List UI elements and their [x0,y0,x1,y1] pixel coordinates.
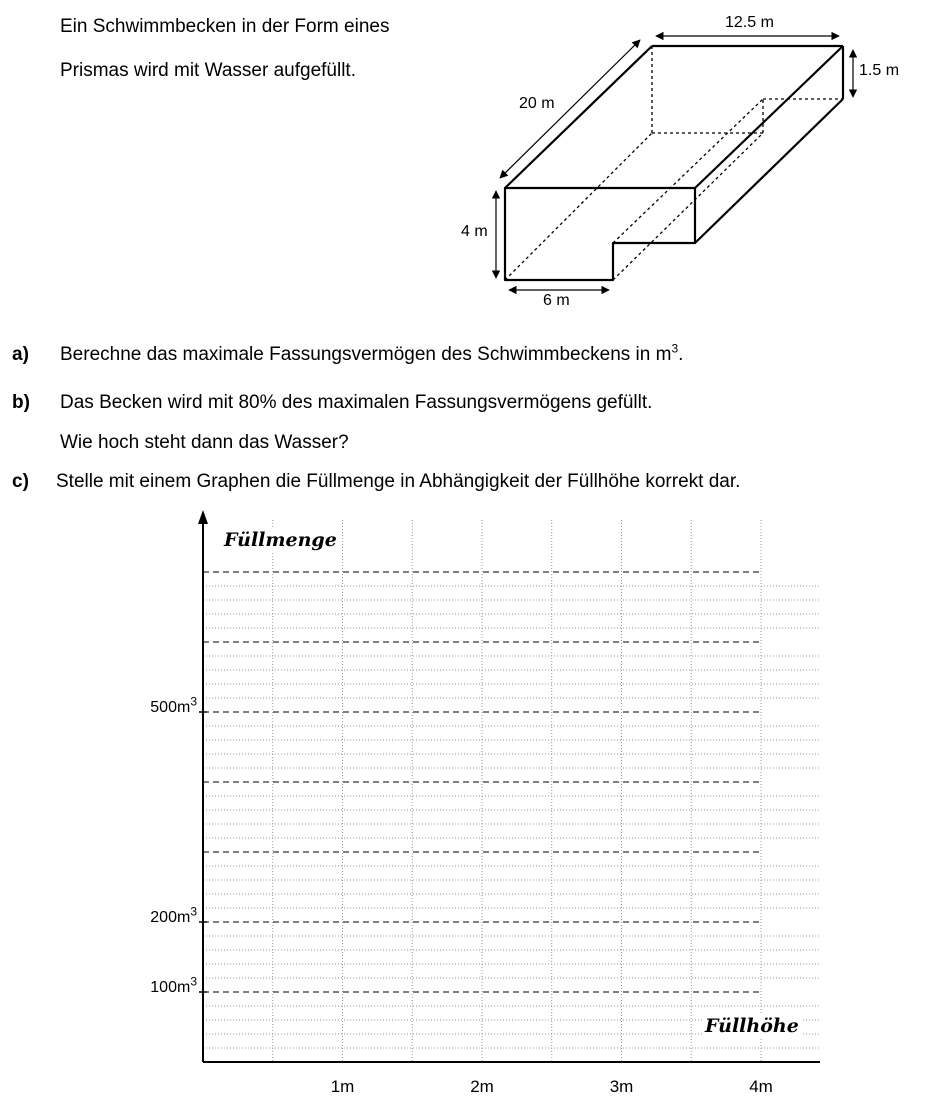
dim-label-length: 20 m [519,95,555,112]
question-a-text: Berechne das maximale Fassungsvermögen des Schwimmbeckens in $m^3$. [60,341,684,365]
question-b-text-2: Wie hoch steht dann das Wasser? [60,432,349,453]
y-tick-label: $500m^3$ [150,694,197,716]
y-tick-label: $100m^3$ [150,974,197,996]
question-b-letter: b) [12,392,30,413]
dim-label-width: 12.5 m [725,14,774,31]
y-axis-title: Füllmenge [224,529,337,551]
intro-line-2: Prismas wird mit Wasser aufgefüllt. [60,60,356,81]
question-b-text: Das Becken wird mit 80% des maximalen Fassungsvermögens gefüllt. [60,392,653,413]
y-tick-label: $200m^3$ [150,904,197,926]
x-tick-label: 4m [749,1077,773,1096]
x-tick-label: 2m [470,1077,494,1096]
x-tick-label: 1m [330,1077,355,1096]
x-tick-label: 3m [609,1077,634,1096]
intro-line-1: Ein Schwimmbecken in der Form eines [60,16,390,37]
grid-fine-lines [203,520,820,1062]
dim-label-deep-length: 6 m [543,292,570,309]
y-axis-arrow-icon [198,510,208,524]
question-c-text: Stelle mit einem Graphen die Füllmenge in Abhängigkeit der Füllhöhe korrekt dar. [56,471,741,492]
question-c-letter: c) [12,471,29,492]
dim-label-shallow-depth: 1.5 m [859,62,900,79]
x-axis-title: Füllhöhe [705,1015,799,1037]
question-a-letter: a) [12,344,29,365]
dim-label-deep-depth: 4 m [461,223,488,240]
